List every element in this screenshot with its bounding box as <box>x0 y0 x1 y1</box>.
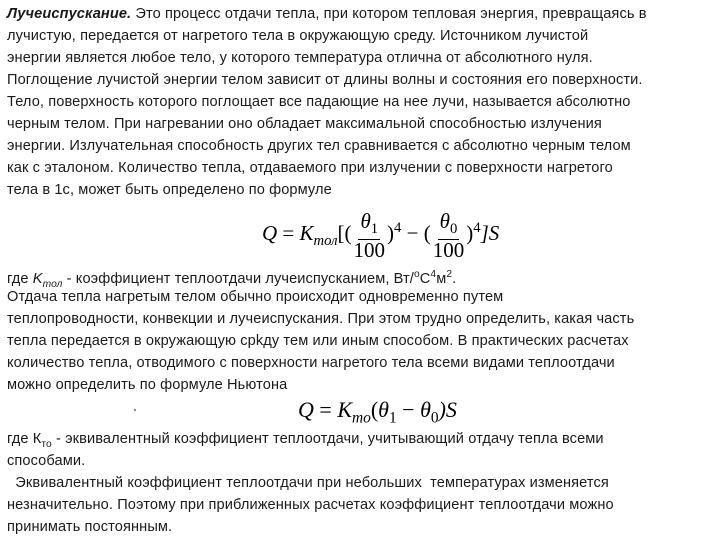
formula-power: 4 <box>473 220 481 236</box>
text-line: можно определить по формуле Ньютона <box>7 377 288 393</box>
unit-part: м <box>436 270 447 287</box>
term-radiation: Лучеиспускание. <box>7 6 132 22</box>
text-line: тепла передается в окружающую срkду тем или иным способом. В практических расчетах <box>7 333 629 349</box>
text-run: - эквивалентный коэффициент теплоотдачи, учитывающий отдачу тепла всеми <box>51 431 604 447</box>
formula-newton <box>298 392 457 436</box>
text-line: энергии. Излучательная способность других тел сравнивается с абсолютно черным телом <box>7 138 631 154</box>
formula-subscript: 0 <box>449 220 458 237</box>
text-run: где <box>7 270 33 287</box>
formula-operator: − <box>406 221 419 245</box>
unit-part: . <box>452 270 457 287</box>
formula-subscript: 1 <box>388 409 397 427</box>
text-run: Это процесс отдачи тепла, при котором тепловая энергия, превращаясь в <box>131 6 647 22</box>
text-line: энергии является любое тело, у которого температура отлична от абсолютного нуля. <box>7 50 593 66</box>
text-line: лучистую, передается от нагретого тела в окружающую среду. Источником лучистой <box>7 28 589 44</box>
text-line: принимать постоянным. <box>7 519 173 535</box>
fraction-theta1 <box>352 208 388 262</box>
formula-symbol: Q <box>298 397 314 422</box>
formula-subscript: 1 <box>370 220 379 237</box>
text-line: Поглощение лучистой энергии телом зависит от длины волны и состояния его поверхности. <box>7 72 643 88</box>
unit-part: 2 <box>446 269 453 280</box>
formula-symbol: θ <box>439 208 450 233</box>
symbol-subscript: тол <box>42 278 63 290</box>
formula-bracket: [( <box>337 221 352 245</box>
formula-bracket: ( <box>370 397 379 422</box>
formula-denominator: 100 <box>353 237 386 262</box>
text-line: Тело, поверхность которого поглощает все падающие на нее лучи, называется абсолютно <box>7 94 631 110</box>
stray-dot <box>134 409 136 411</box>
text-run: - коэффициент теплоотдачи лучеиспусканием, Вт/ <box>62 270 414 287</box>
unit-part: С <box>419 270 431 287</box>
text-line: теплопроводности, конвекции и лучеиспускания. При этом трудно определить, какая часть <box>7 311 635 327</box>
formula-bracket: ]S <box>480 221 500 245</box>
text-run: где К <box>7 431 42 447</box>
symbol-k: K <box>32 270 43 287</box>
text-line: тела в 1с, может быть определено по формуле <box>7 182 332 198</box>
formula-symbol: K <box>299 221 314 245</box>
symbol-subscript: то <box>41 438 52 450</box>
text-line: Эквивалентный коэффициент теплоотдачи при небольших температурах изменяется <box>7 475 609 491</box>
formula-operator: = <box>319 397 332 422</box>
formula-operator: = <box>282 221 295 245</box>
fraction-theta0 <box>431 208 467 262</box>
formula-symbol: θ <box>360 208 371 233</box>
paragraph-radiation-line-1 <box>7 6 647 23</box>
text-line: как с эталоном. Количество тепла, отдаваемого при излучении с поверхности нагретого <box>7 160 613 176</box>
text-line: незначительно. Поэтому при приближенных расчетах коэффициент теплоотдачи можно <box>7 497 614 513</box>
formula-subscript: тол <box>313 233 338 250</box>
definition-k-equivalent <box>7 431 604 453</box>
formula-subscript: то <box>352 409 371 427</box>
formula-symbol: Q <box>262 221 278 245</box>
text-line: способами. <box>7 453 86 469</box>
formula-symbol: θ <box>378 397 389 422</box>
formula-symbol: θ <box>420 397 431 422</box>
unit-part: o <box>413 269 420 280</box>
unit-part: 4 <box>430 269 437 280</box>
formula-subscript: 0 <box>430 409 439 427</box>
formula-symbol: K <box>337 397 352 422</box>
text-line: Отдача тепла нагретым телом обычно происходит одновременно путем <box>7 289 504 305</box>
formula-power: 4 <box>394 220 402 236</box>
formula-radiation: $Q = K_{тол}$[( $\frac{\theta_1}{100}$ )$^4$ − ( $\frac{\theta_0}{100}$ )$^4$]S <box>262 208 500 262</box>
formula-denominator: 100 <box>432 237 465 262</box>
text-line: черным телом. При нагревании оно обладает максимальной способностью излучения <box>7 116 602 132</box>
text-line: количество тепла, отводимого с поверхности нагретого тела всеми видами теплоотдачи <box>7 355 615 371</box>
formula-operator: − <box>402 397 415 422</box>
formula-bracket: )S <box>438 397 457 422</box>
